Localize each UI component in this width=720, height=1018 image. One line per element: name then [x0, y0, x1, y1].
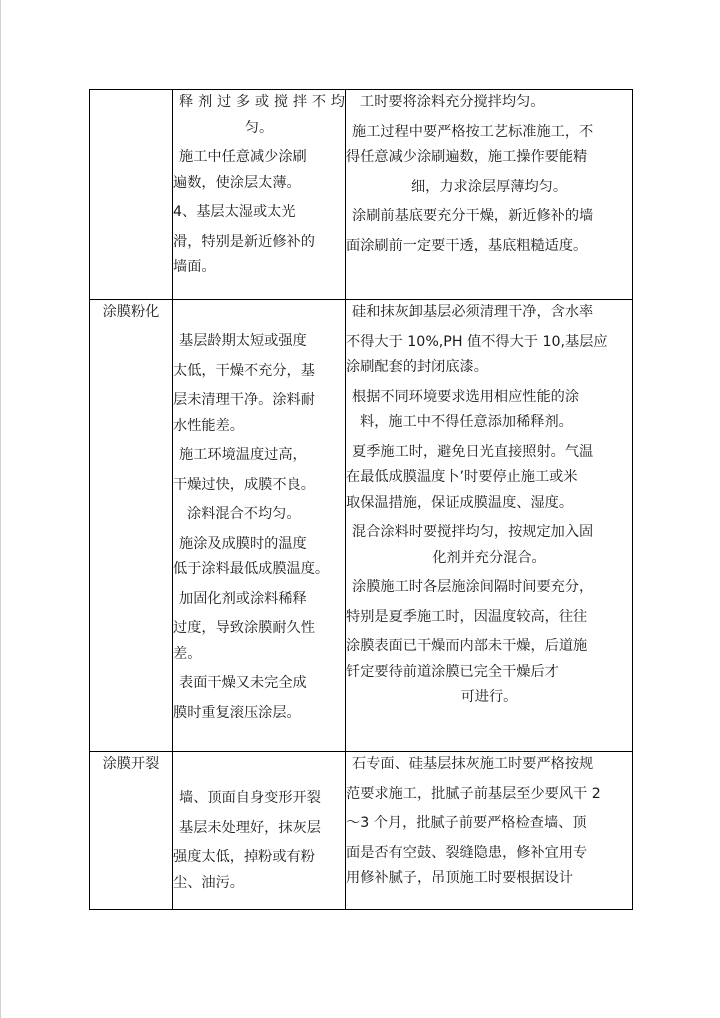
remedy-line: 工时要将涂料充分搅拌均匀。	[360, 94, 545, 110]
defect-name-cell	[90, 90, 173, 300]
cause-line: 尘、油污。	[173, 874, 244, 891]
cause-line: 差。	[173, 645, 202, 662]
remedy-line: 混合涂料时要搅拌均匀，按规定加入固	[352, 524, 594, 540]
remedy-line: 夏季施工时，避免日光直接照射。气温	[352, 443, 594, 460]
cause-line: 4、基层太湿或太光	[173, 204, 296, 220]
table-row	[90, 752, 633, 910]
remedy-line: 涂膜施工时各层施涂间隔时间要充分，	[352, 579, 594, 595]
remedy-cell	[346, 300, 633, 752]
remedy-line: 根据不同环境要求选用相应性能的涂	[352, 388, 580, 405]
cause-line: 水性能差。	[173, 417, 244, 434]
remedy-line: 范要求施工，批腻子前基层至少要风干 2	[346, 785, 601, 802]
table-row	[90, 90, 633, 300]
remedy-line: 涂刷前基底要充分干燥，新近修补的墙	[352, 208, 594, 224]
remedy-line: 不得大于 10%,PH 值不得大于 10,基层应	[346, 333, 608, 350]
remedy-line: 钎定要待前道涂膜已完全干燥后才	[346, 663, 559, 680]
cause-line: 释剂过多或搅拌不均	[179, 94, 345, 110]
remedy-line: 硅和抹灰卸基层必须清理干净，含水率	[352, 304, 594, 320]
cause-line: 滑，特别是新近修补的	[173, 233, 315, 250]
cause-line: 墙面。	[173, 259, 216, 275]
cause-line: 过度，导致涂膜耐久性	[173, 620, 315, 636]
table-row	[90, 300, 633, 752]
remedy-line: 〜3 个月，批腻子前要严格检查墙、顶	[346, 815, 587, 831]
cause-line: 施工中任意减少涂刷	[179, 149, 307, 165]
defect-name-cell: 涂膜开裂	[90, 752, 173, 910]
remedy-line: 化剂并充分混合。	[432, 549, 546, 566]
remedy-line: 施工过程中要严格按工艺标准施工，不	[352, 123, 594, 140]
cause-line: 表面干燥又未完全成	[179, 675, 307, 691]
remedy-line: 料，施工中不得任意添加稀释剂。	[360, 414, 573, 430]
defect-name-cell: 涂膜粉化	[90, 300, 173, 752]
remedy-line: 面涂刷前一定要干透，基底粗糙适度。	[346, 237, 588, 254]
cause-line: 太低，干燥不充分，基	[173, 362, 315, 379]
remedy-line: 用修补腻子，吊顶施工时要根据设计	[346, 870, 574, 886]
cause-line: 干燥过快，成膜不良。	[173, 476, 315, 493]
cause-line: 膜时重复滚压涂层。	[173, 704, 301, 721]
cause-line: 涂料混合不均匀。	[187, 506, 301, 522]
remedy-line: 取保温措施，保证成膜温度、湿度。	[346, 494, 574, 511]
cause-cell	[173, 300, 346, 752]
cause-line: 低于涂料最低成膜温度。	[173, 561, 330, 577]
cause-line: 施涂及成膜时的温度	[179, 535, 307, 552]
page-edge-line	[0, 0, 1, 1018]
remedy-cell	[346, 752, 633, 910]
remedy-line: 可进行。	[460, 689, 518, 705]
cause-line: 层未清理干净。涂料耐	[173, 392, 315, 408]
remedy-line: 特别是夏季施工时，因温度较高，往往	[346, 608, 588, 625]
cause-line: 基层龄期太短或强度	[179, 333, 307, 349]
cause-line: 强度太低，掉粉或有粉	[173, 849, 315, 865]
cause-line: 匀。	[244, 119, 274, 136]
cause-line: 加固化剂或涂料稀释	[179, 590, 307, 607]
remedy-line: 细，力求涂层厚薄均匀。	[410, 178, 568, 195]
cause-line: 施工环境温度过高，	[179, 447, 307, 463]
remedy-line: 在最低成膜温度卜’时要停止施工或米	[346, 469, 578, 485]
remedy-line: 得任意减少涂刷遍数，施工操作要能精	[346, 149, 588, 165]
cause-line: 墙、顶面自身变形开裂	[179, 790, 321, 806]
remedy-line: 涂刷配套的封闭底漆。	[346, 359, 488, 375]
defect-remedy-table	[89, 89, 633, 910]
remedy-line: 石专面、硅基层抹灰施工时要严格按规	[352, 756, 594, 772]
cause-cell	[173, 90, 346, 300]
remedy-line: 面是否有空鼓、裂缝隐患，修补宜用专	[346, 844, 588, 861]
cause-line: 遍数，使涂层太薄。	[173, 174, 301, 191]
remedy-line: 涂膜表面已干燥而内部未干燥，后道施	[346, 638, 588, 654]
remedy-cell	[346, 90, 633, 300]
cause-cell	[173, 752, 346, 910]
cause-line: 基层未处理好，抹灰层	[179, 819, 321, 836]
